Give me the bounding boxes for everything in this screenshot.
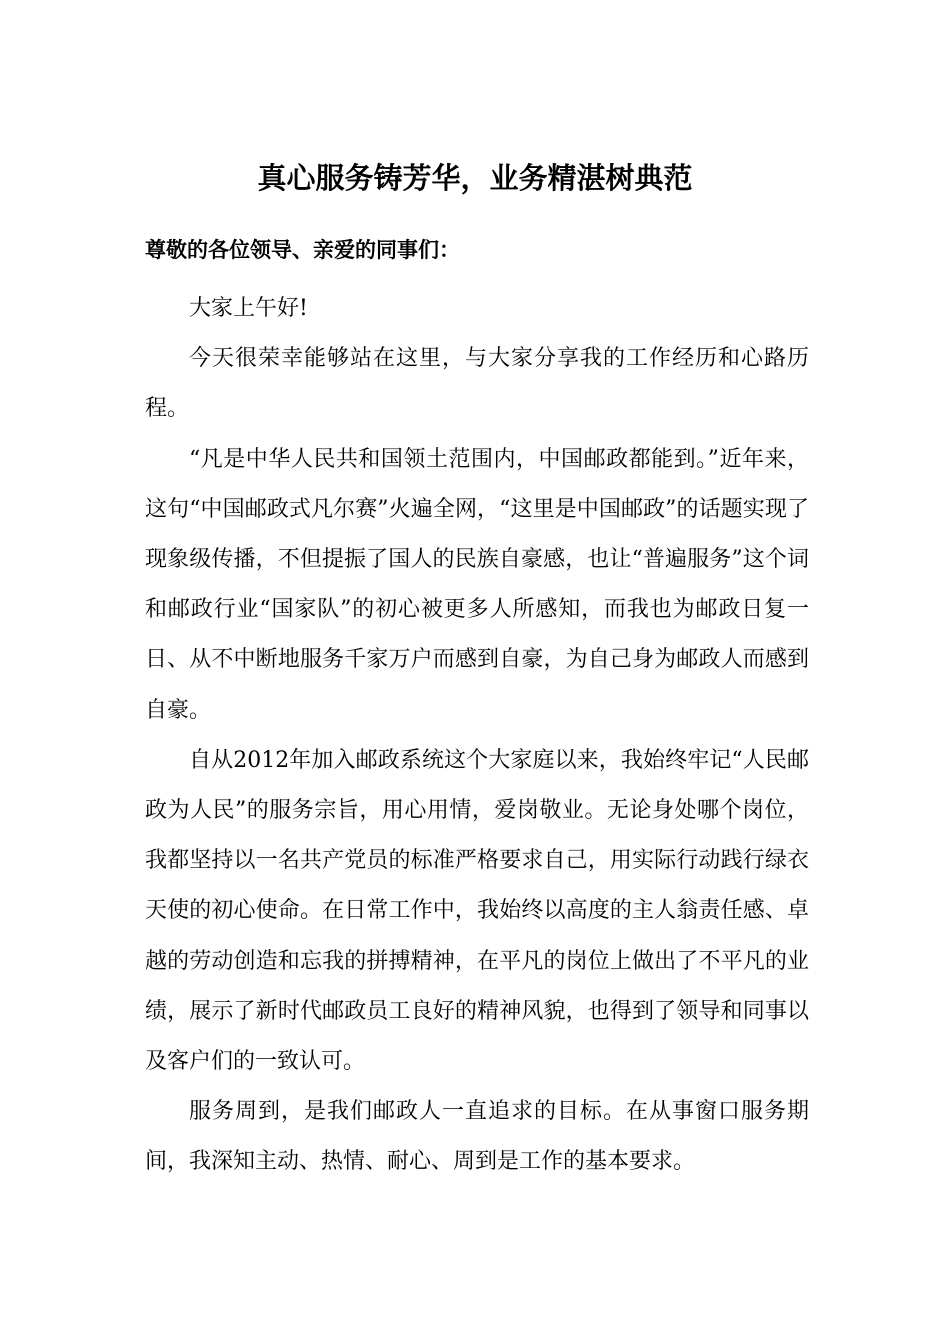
paragraph: 服务周到，是我们邮政人一直追求的目标。在从事窗口服务期间，我深知主动、热情、耐心、周到是工作的基本要求。 bbox=[145, 1099, 809, 1175]
document-body bbox=[145, 284, 809, 1188]
salutation: 尊敬的各位领导、亲爱的同事们： bbox=[145, 238, 460, 262]
paragraph: 大家上午好! bbox=[189, 296, 308, 321]
page-title: 真心服务铸芳华，业务精湛树典范 bbox=[257, 161, 693, 195]
paragraph: 自从2012年加入邮政系统这个大家庭以来，我始终牢记“人民邮政为人民”的服务宗旨，用心用情，爱岗敬业。无论身处哪个岗位，我都坚持以一名共产党员的标准严格要求自己，用实际行动践行绿衣天使的初心使命。在日常工作中，我始终以高度的主人翁责任感、卓越的劳动创造和忘我的拼搏精神，在平凡的岗位上做出了不平凡的业绩，展示了新时代邮政员工良好的精神风貌，也得到了领导和同事以及客户们的一致认可。 bbox=[145, 747, 809, 1075]
paragraph: 今天很荣幸能够站在这里，与大家分享我的工作经历和心路历程。 bbox=[145, 346, 809, 422]
paragraph: “凡是中华人民共和国领土范围内，中国邮政都能到。”近年来，这句“中国邮政式凡尔赛”火遍全网，“这里是中国邮政”的话题实现了现象级传播，不但提振了国人的民族自豪感，也让“普遍服务”这个词和邮政行业“国家队”的初心被更多人所感知，而我也为邮政日复一日、从不中断地服务千家万户而感到自豪，为自己身为邮政人而感到自豪。 bbox=[145, 446, 809, 723]
